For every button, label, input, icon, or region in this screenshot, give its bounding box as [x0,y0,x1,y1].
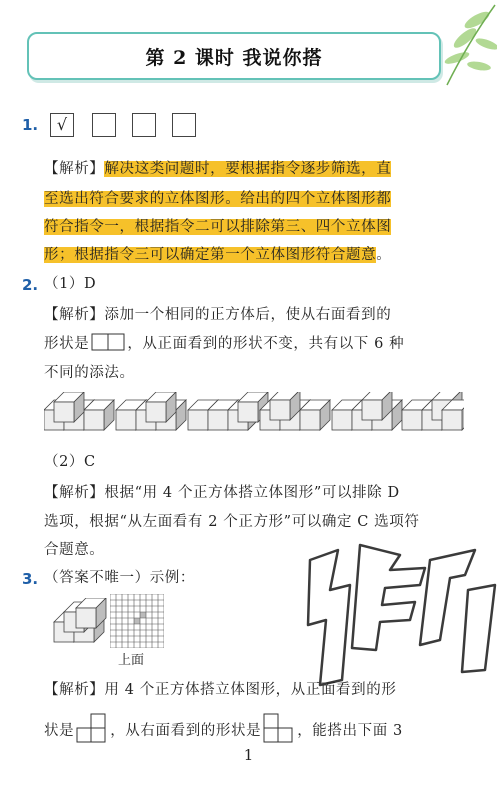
q2-analysis1-line-2: 形状是 ，从正面看到的形状不变，共有以下 6 种 [44,331,404,357]
lesson-title-box [27,32,441,80]
q2-analysis2-line-3: 合题意。 [44,542,105,558]
q2-analysis1-line-1: 【解析】添加一个相同的正方体后，使从右面看到的 [44,307,392,323]
right-view-shape-icon [263,713,295,743]
answer-box-2 [92,113,116,137]
highlight-text: 至选出符合要求的立体图形。给出的四个立体图形都 [44,191,392,207]
q3-intro: （答案不唯一）示例： [44,570,195,586]
question-number-3: 3. [22,570,39,588]
analysis-tag: 【解析】 [44,161,105,177]
q2-analysis1-line-3: 不同的添法。 [44,365,135,381]
q2-part2-answer: （2）C [44,454,96,470]
top-view-label: 上面 [118,653,145,668]
answer-box-3 [132,113,156,137]
top-view-grid [110,594,164,648]
question-number-1: 1. [22,116,39,134]
analysis-tag: 【解析】 [44,307,105,323]
highlight-text: 解决这类问题时，要根据指令逐步筛选，直 [104,161,392,177]
highlight-text: 形；根据指令三可以确定第一个立体图形符合题意 [44,247,377,263]
highlight-text: 符合指令一，根据指令二可以排除第三、四个立体图 [44,219,392,235]
cube-arrangement-4 [260,392,330,430]
q1-analysis-line-2 [44,186,391,212]
question-number-2: 2. [22,276,39,294]
analysis-tag: 【解析】 [44,485,105,501]
q1-analysis-line-3 [44,214,391,240]
q2-analysis2-line-2: 选项，根据“从左面看有 2 个正方形”可以确定 C 选项符 [44,514,420,530]
two-squares-shape-icon [91,333,125,351]
analysis-tag: 【解析】 [44,682,105,698]
cube-arrangement-5 [332,392,402,430]
watermark-logo [290,530,497,700]
q2-analysis2-line-1: 【解析】根据“用 4 个正方体搭立体图形”可以排除 D [44,485,400,501]
example-cube-figure [52,598,112,644]
lesson-title: 第 2 课时 我说你搭 [145,46,323,69]
cube-arrangements-figure [44,392,464,432]
cube-arrangement-3 [188,392,268,430]
front-view-shape-icon [76,713,108,743]
q3-analysis-line-1: 【解析】用 4 个正方体搭立体图形，从正面看到的形 [44,682,397,698]
answer-box-4 [172,113,196,137]
q3-analysis-line-2: 状是 ，从右面看到的形状是 ，能搭出下面 3 [44,713,403,744]
cube-arrangement-2 [116,392,186,430]
q1-analysis-line-4: 形；根据指令三可以确定第一个立体图形符合题意。 [44,247,392,263]
q1-analysis-line-1 [44,156,391,182]
page-number: 1 [243,746,254,764]
cube-arrangement-6 [402,392,464,430]
q2-part1-answer: （1）D [44,276,97,292]
answer-box-1: √ [50,113,74,137]
cube-arrangement-1 [44,392,114,430]
